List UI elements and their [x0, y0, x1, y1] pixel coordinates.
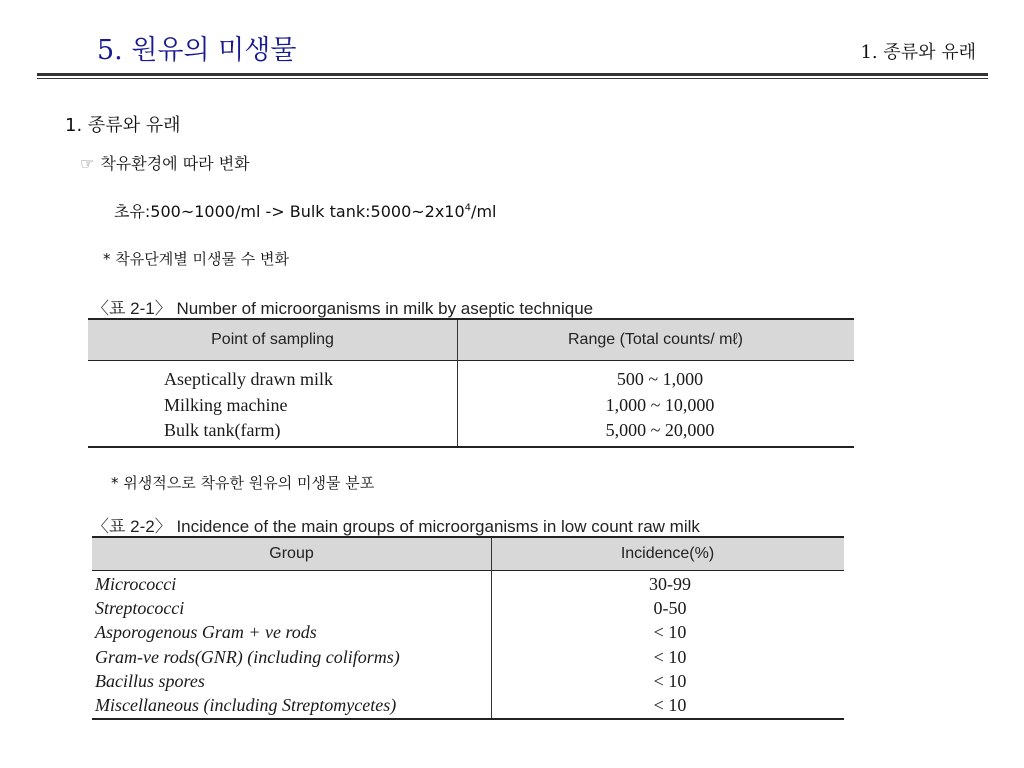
table-cell: Milking machine [164, 395, 288, 415]
bullet-line [80, 151, 250, 174]
table-cell: Bacillus spores [95, 671, 205, 691]
table-cell: Micrococci [95, 574, 177, 594]
header-divider-thick [37, 73, 988, 76]
header-divider-thin [37, 78, 988, 79]
table-header-cell: Group [269, 545, 314, 562]
table-header-cell: Point of sampling [211, 331, 334, 348]
table-bottom-rule [88, 446, 854, 448]
table-header-rule [92, 570, 844, 571]
count-exponent: 4 [464, 202, 472, 214]
table-cell: Bulk tank(farm) [164, 420, 281, 440]
page-title: 5. 원유의 미생물 [97, 35, 297, 66]
table-caption: 〈표 2-1〉 Number of microorganisms in milk by aseptic technique [92, 299, 594, 318]
table-cell: Gram-ve rods(GNR) (including coliforms) [95, 647, 400, 667]
table-cell: < 10 [653, 671, 687, 691]
table-cell: < 10 [653, 622, 687, 642]
table-cell: < 10 [653, 695, 687, 715]
table-header-cell: Range (Total counts/ mℓ) [567, 331, 744, 348]
bullet-text: 착유환경에 따라 변화 [100, 154, 250, 173]
section-subtitle: 1. 종류와 유래 [860, 42, 976, 63]
table-cell: Miscellaneous (including Streptomycetes) [95, 695, 397, 715]
table-cell: 5,000 ~ 20,000 [605, 420, 715, 440]
table-cell: 500 ~ 1,000 [616, 369, 704, 389]
table-header-rule [88, 360, 854, 361]
note-distribution: * 위생적으로 착유한 원유의 미생물 분포 [111, 474, 375, 492]
table-cell: 30-99 [649, 574, 691, 594]
table-caption: 〈표 2-2〉 Incidence of the main groups of microorganisms in low count raw milk [92, 517, 700, 536]
count-text: 초유:500~1000/ml -> Bulk tank:5000~2x10 [114, 202, 465, 221]
count-line [114, 199, 496, 222]
pointing-hand-icon: ☞ [80, 154, 95, 173]
table-cell: Asporogenous Gram + ve rods [95, 622, 317, 642]
table-bottom-rule [92, 718, 844, 720]
count-unit: /ml [471, 202, 497, 221]
table-cell: 1,000 ~ 10,000 [605, 395, 715, 415]
section-heading: 1. 종류와 유래 [65, 115, 181, 136]
table-column-divider [491, 538, 492, 718]
note-stage-counts: * 착유단계별 미생물 수 변화 [103, 250, 289, 268]
table-cell: Streptococci [95, 598, 185, 618]
table-cell: Aseptically drawn milk [164, 369, 333, 389]
table-header-cell: Incidence(%) [620, 545, 715, 562]
table-cell: < 10 [653, 647, 687, 667]
table-cell: 0-50 [653, 598, 687, 618]
